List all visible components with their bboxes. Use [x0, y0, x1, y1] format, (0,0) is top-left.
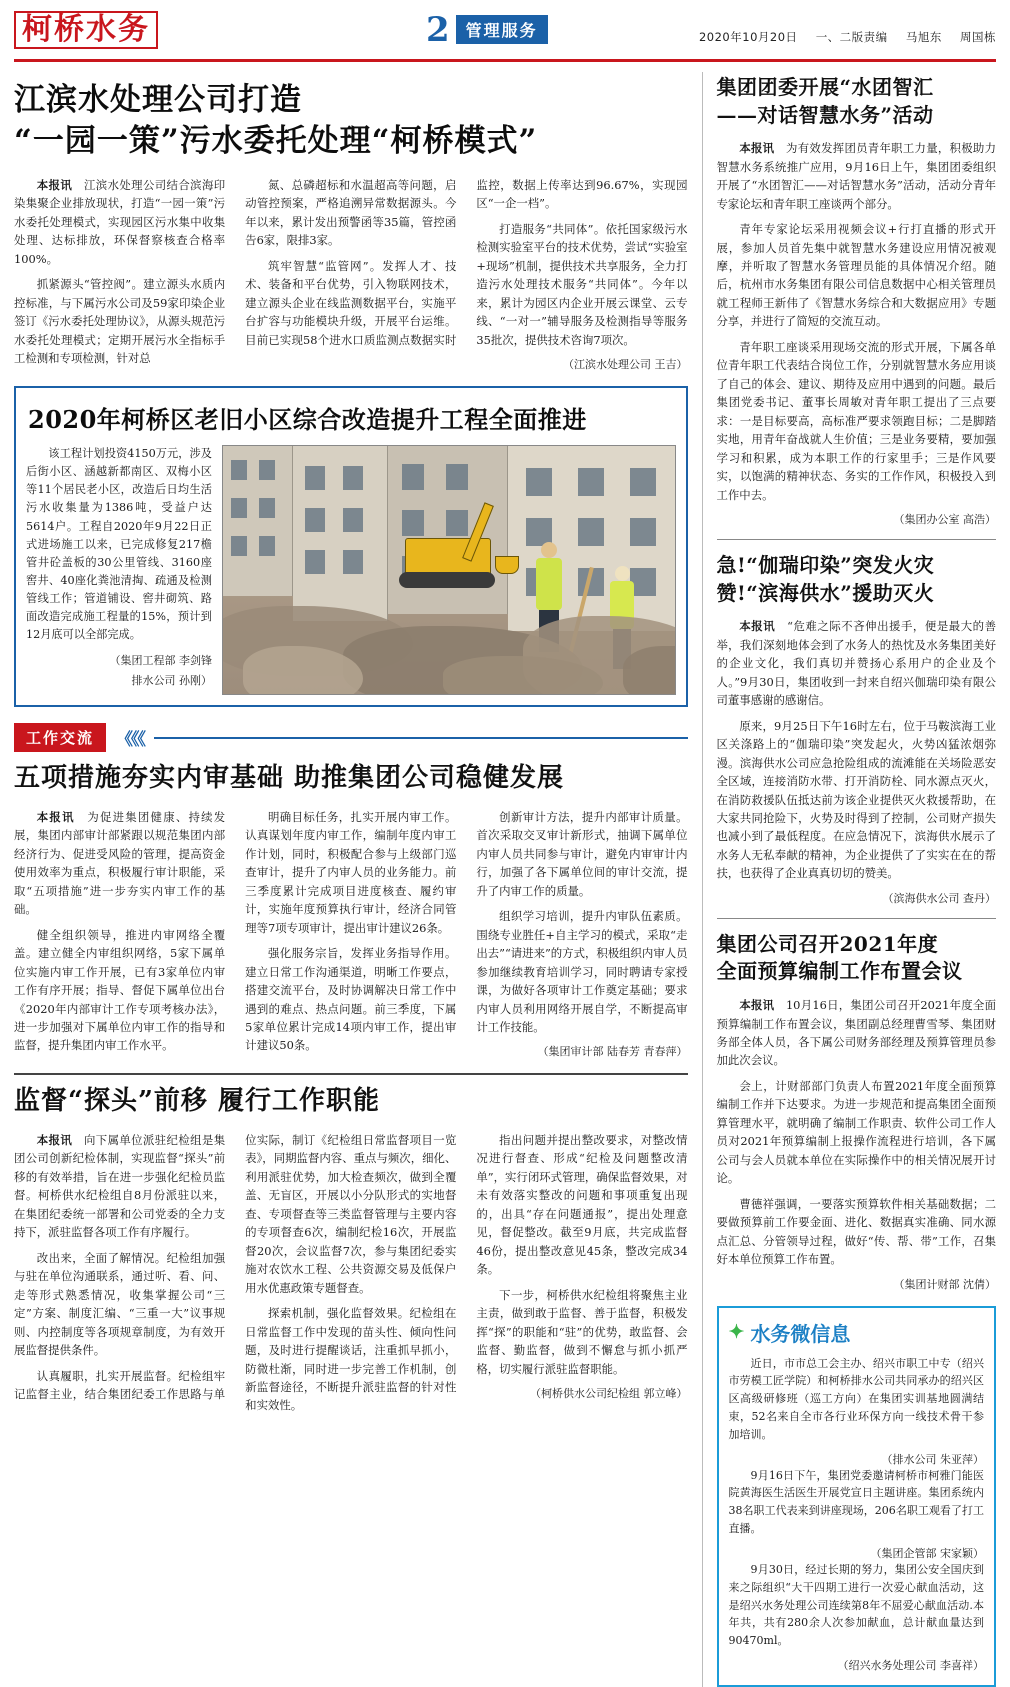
paragraph [717, 139, 996, 213]
article-byline: （江滨水处理公司 王吉） [563, 358, 688, 372]
article2-columns [14, 808, 688, 1061]
paragraph: 组织学习培训，提升内审队伍素质。围绕专业胜任+自主学习的模式，采取“走出去”“请进来”的方式，积极组织内审人员参加继续教育培训学习，同时聘请专家授课，为做好各项审计工作奠定基础；要求内审人员利用网络开展自学，不断提高审计工作技能。 [476, 909, 688, 1034]
paragraph: 打造服务“共同体”。依托国家级污水检测实验室平台的技术优势，尝试“实验室+现场”机制，提供技术共享服务，全力打造污水处理技术服务“共同体”。今年以来，累计为园区内企业开展云课堂、云专线、“一对一”辅导服务及检测指导等服务35批次，提供技术咨询7项次。 [476, 221, 688, 347]
paragraph: 青年专家论坛采用视频会议+行打直播的形式开展，参加人员首先集中就智慧水务建设应用情况被观摩，并听取了智慧水务管理员能的具体情况介绍。随后，杭州市水务集团有限公司信息数据中心相关管理员就工程师王新伟了《智慧水务综合和大数据应用》专题分享，并进行了简短的交流互动。 [716, 222, 996, 329]
paragraph: 青年职工座谈采用现场交流的形式开展，下属各单位青年职工代表结合岗位工作，分别就智慧水务应用谈了自己的体会、建议、期待及应用中遇到的问题。最后集团党委书记、董事长周敏对青年职工提出了三点要求：一是目标要高，高标准严要求领跑目标；二是脚踏实地，用青年奋战就人生价值；三是业务要精，要加强学习和积累，成为本职工作的行家里手；三是作风要实，以饱满的精神状态、务实的工作作风，积极投入到工作中去。 [716, 339, 996, 502]
article-byline: （排水公司 朱亚萍） [881, 1452, 984, 1466]
side2-headline [717, 552, 996, 607]
excavator-track [399, 572, 495, 588]
editor-name-1: 马旭东 [905, 30, 942, 44]
feature-photo-article [14, 386, 688, 707]
paragraph [717, 617, 996, 709]
article3-headline: 监督“探头”前移 履行工作职能 [14, 1086, 380, 1117]
paragraph-text: “危难之际不吝伸出援手，便是最大的善举，我们深刻地体会到了水务人的热忱及水务集团美好的企业文化，我们真切并赞扬心系用户的企业及个人。”9月30日，集团收到一封来自绍兴伽瑞印染有限公司董事感谢的感谢信。 [716, 619, 996, 708]
feature-caption-text [26, 445, 222, 695]
side1-headline-line1: 集团团委开展“水团智汇 [716, 75, 934, 99]
paragraph: 近日，市市总工会主办、绍兴市职工中专（绍兴市劳模工匠学院）和柯桥排水公司共同承办的绍兴区区高级研修班（巡工方向）在集团实训基地圆满结束，52名来自全市各行业环保方向一线技术骨干参加培训。 [728, 1356, 984, 1441]
paragraph: 该工程计划投资4150万元，涉及后街小区、涵越新都南区、双梅小区等11个居民老小区，改造后日均生活污水收集量为1386吨，受益户达5614户。工程自2020年9月22日正式进场施工以来，已完成修复217檐管井砼盖板的30公里管线、3160座窖井、40座化粪池清掏、疏通及检测管线工作；管道铺设、窖井砌筑、路面改造完成施工程量的15%，预计到12月底可以全部完成。 [26, 447, 212, 642]
page-number: 2 [426, 9, 450, 50]
left-column [14, 72, 688, 1687]
lead-tag: 本报讯 [739, 998, 775, 1013]
editor-name-2: 周国栋 [960, 30, 996, 44]
page-section-tag: 管理服务 [456, 15, 548, 44]
paragraph: 抓紧源头“管控阀”。建立源头水质内控标准，与下属污水公司及59家印染企业签订《污水委托处理协议》，从源头规范污水委托处理模式；定期开展污水全指标手工检测和专项检测，针对总 [14, 277, 226, 366]
page-body [14, 72, 996, 1687]
side2-headline-line1: 急!“伽瑞印染”突发火灾 [716, 553, 935, 578]
paragraph: 指出问题并提出整改要求，对整改情况进行督查、形成“纪检及问题整改清单”，实行闭环式管理，确保监督效果，对未有效落实整改的问题和事项重复出现的，出具“存在问题通报”，提出处理意见，督促整改。截至9月底，共完成监督46份，提出整改意见45条，整改完成34条。 [476, 1132, 688, 1277]
wechat-box-title [729, 1318, 984, 1347]
paragraph: 氮、总磷超标和水温超高等问题，启动管控预案，严格追溯异常数据源头。今年以来，累计发出预警函等35篇，管控函告6家，限排3家。 [245, 177, 457, 248]
horizontal-rule [717, 918, 996, 919]
paragraph: 改出来，全面了解情况。纪检组加强与驻在单位沟通联系，通过听、看、问、走等形式熟悉情况，收集掌握公司“三定”方案、制度汇编、“三重一大”议事规则、内控制度等各项规章制度，为有效开展监督提供条件。 [14, 1250, 226, 1358]
lead-article-columns [14, 176, 688, 372]
article-byline: 排水公司 孙刚） [131, 673, 212, 687]
lead-tag: 本报讯 [36, 809, 75, 824]
side1-headline [717, 74, 996, 129]
right-column [702, 72, 996, 1687]
article-byline: （集团计财部 沈倩） [893, 1277, 996, 1291]
side2-headline-line2: 赞!“滨海供水”援助灭火 [716, 580, 935, 605]
article2-headline: 五项措施夯实内审基础 助推集团公司稳健发展 [14, 763, 565, 794]
lead-tag: 本报讯 [739, 619, 776, 634]
wechat-title-text: 水务微信息 [750, 1321, 851, 1346]
paragraph: 原来，9月25日下午16时左右，位于马鞍滨海工业区关涤路上的“伽瑞印染”突发起火，火势凶猛浓烟弥漫。滨海供水公司应急抢险组成的流滩能在关场险恶安全区域，连接消防水带、打开消防栓、同水源点灭火，在消防救援队伍抵达前为该企业提供灭火救援帮助，在大家共同抢险下，火势及时得到了控制，公司财产损失也减小到了最低程度。在应急情况下，滨海供水展示了水务人无私奉献的精神，为企业提供了了实实在在的帮扶，也获得了企业真真切切的赞美。 [716, 718, 996, 881]
paragraph: 筑牢智慧“监管网”。发挥人才、技术、装备和平台优势，引入物联网技术，建立源头企业在线监测数据平台，实施平台扩容与功能模块升级，开展平台运维。目前已实现58个进水口质监测点数据实时监控，数据上传率达到96.67%，实现园区“一企一档”。 [245, 177, 688, 347]
article-byline: （集团工程部 李剑锋 [109, 653, 212, 667]
side3-headline [717, 931, 996, 986]
lead-headline-line1: 江滨水处理公司打造 [14, 82, 302, 118]
page-indicator [426, 10, 548, 50]
paragraph-text: 江滨水处理公司结合滨海印染集聚企业排放现状，打造“一园一策”污水委托处理模式，实现园区污水集中收集处理、达标排放，环保督察核查合格率100%。 [14, 177, 226, 266]
paragraph: 强化服务宗旨，发挥业务指导作用。建立日常工作沟通渠道，明晰工作要点，搭建交流平台，及时协调解决日常工作中遇到的难点、热点问题。前三季度，下属5家单位累计完成14项内审工作，提出审计建议50条。 [245, 946, 457, 1053]
article-byline: （绍兴水务处理公司 李喜祥） [837, 1658, 984, 1672]
lead-tag: 本报讯 [36, 177, 73, 192]
article-byline: （集团企管部 宋家颖） [870, 1546, 984, 1560]
wechat-icon: ✦ [728, 1321, 745, 1344]
section-flag-row [14, 723, 688, 752]
lead-headline [14, 80, 688, 162]
side-article-youth-league [717, 74, 996, 527]
photo-building [223, 446, 293, 596]
issue-date: 2020年10月20日 [698, 30, 798, 44]
photo-building [388, 446, 508, 614]
construction-photo [222, 445, 676, 695]
article-internal-audit [14, 762, 688, 1061]
paragraph [14, 808, 225, 919]
paragraph: 9月30日，经过长期的努力，集团公安全国庆到来之际组织“大干四期工进行一次爱心献血活动，这是绍兴水务处理公司连续第8年不屈爱心献血活动.本年共，共有280余人次参加献血，总计献血量达到90470ml。 [728, 1562, 984, 1648]
paragraph: 曹德祥强调，一要落实预算软件相关基础数据；二要做预算前工作要金面、进化、数据真实准确、同水源点汇总、分管领导过程，做好“传、帮、带”工作，召集好本单位预算工作布置。 [716, 1196, 996, 1267]
paragraph-text: 10月16日，集团公司召开2021年度全面预算编制工作布置会议，集团副总经理曹雪琴、集团财务部全体人员，各下属公司财务部经理及预算管理员参加此次会议。 [716, 998, 996, 1068]
article-byline: （集团审计部 陆春芳 青春萍） [537, 1045, 688, 1059]
paragraph: 9月16日下午，集团党委邀请柯桥市柯雅门能医院黄海医生活医生开展党宣日主题讲座。集团系统内38名职工代表来到讲座现场，206名职工观看了打工直播。 [728, 1468, 984, 1536]
lead-tag: 本报讯 [36, 1132, 73, 1147]
paragraph: 会上，计财部部门负责人布置2021年度全面预算编制工作并下达要求。为进一步规范和提高集团全面预算管理水平，就明确了编制工作职责、软件公司工作人员对2021年预算编制上报操作流程进行培训，各下属公司与会人员就本单位在实际操作中的相关情况展开讨论。 [716, 1078, 996, 1186]
wechat-info-box [717, 1306, 996, 1687]
article-byline: （滨海供水公司 查丹） [882, 891, 996, 905]
publication-logo: 柯桥水务 [14, 11, 158, 49]
horizontal-rule [14, 1073, 688, 1075]
excavator-bucket [495, 556, 519, 574]
paragraph [717, 996, 996, 1070]
chevron-left-icon: 《《《 [116, 730, 145, 751]
side3-headline-line1: 集团公司召开2021年度 [716, 931, 939, 956]
editor-label: 一、二版责编 [815, 30, 888, 44]
paragraph: 认真履职，扎实开展监督。纪检组牢记监督主业，结合集团纪委工作思路与单位实际，制订《纪检组日常监督项目一览表》，同期监督内容、重点与频次，细化、利用派驻优势，加大检查频次，做到全覆盖、无盲区，开展以小分队形式的实地督查、专项督查等三类监督管理与主要内容的专项督查6次，编制纪检16次，开展监督20次，会议监督7次，参与集团纪委实施对农饮水工程、公共资源交易及低保户用水优惠政策专题督查。 [14, 1132, 457, 1401]
paragraph-text: 为促进集团健康、持续发展，集团内部审计部紧跟以规范集团内部经济行为、促进受风险的管理，提高资金使用效率为重点，积极履行审计职能，采取“五项措施”进一步夯实内审工作的基础。 [14, 809, 226, 917]
paragraph: 健全组织领导，推进内审网络全覆盖。建立健全内审组织网络，5家下属单位实施内审工作开展，已有3家单位内审工作有序开展；指导、督促下属单位出台《2020年内部审计工作专项考核办法》，进一步加强对下属单位内审工作的指导和监督，提升集团内审工作水平。 [14, 927, 226, 1053]
paragraph [14, 176, 225, 268]
side3-headline-line2: 全面预算编制工作布置会议 [716, 959, 963, 984]
photo-building [508, 446, 676, 631]
side-article-budget [717, 931, 996, 1292]
paragraph: 下一步，柯桥供水纪检组将聚焦主业主责，做到敢于监督、善于监督，积极发挥“探”的职能和“驻”的优势，敢监督、会监督、勤监督，做到不懈怠与抓小抓严格，切实履行派驻监督职能。 [476, 1287, 688, 1376]
paragraph: 创新审计方法，提升内部审计质量。首次采取交叉审计新形式，抽调下属单位内审人员共同参与审计，避免内审审计内行，加强了各下属单位间的审计交流，提升了内审工作的质量。 [476, 809, 688, 898]
article3-columns [14, 1131, 688, 1415]
photo-building [293, 446, 388, 621]
masthead-date-line [685, 29, 996, 45]
side-article-fire [717, 552, 996, 906]
masthead [14, 0, 996, 62]
flag-divider [154, 737, 688, 739]
feature-headline: 2020年柯桥区老旧小区综合改造提升工程全面推进 [28, 405, 587, 435]
article-byline: （柯桥供水公司纪检组 郭立峰） [530, 1387, 688, 1400]
feature-body [26, 445, 676, 695]
section-flag-label: 工作交流 [14, 723, 106, 752]
paragraph-text: 向下属单位派驻纪检组是集团公司创新纪检体制，实现监督“探头”前移的有效举措，旨在进一步强化纪检员监督。柯桥供水纪检组自8月份派驻以来，在集团纪委统一部署和公司党委的全力支持下，派驻监督各项工作有序履行。 [14, 1132, 226, 1240]
paragraph: 探索机制，强化监督效果。纪检组在日常监督工作中发现的苗头性、倾向性问题，及时进行提醒谈话，注重抓早抓小，防微杜渐，同时进一步完善工作机制，创新监督途径，不断提升派驻监督的针对性和实效性。 [245, 1306, 457, 1413]
article-supervision [14, 1085, 688, 1415]
paragraph: 明确目标任务，扎实开展内审工作。认真谋划年度内审工作，编制年度内审工作计划，同时，积极配合参与上级部门巡查审计，提升了内审人员的业务能力。前三季度累计完成项目进度核查、履约审计，实施年度预算执行审计，经济合同管理等7项专项审计，提出审计建议26条。 [245, 809, 457, 935]
lead-article [14, 80, 688, 372]
paragraph-text: 为有效发挥团员青年职工力量，积极助力智慧水务系统推广应用，9月16日上午，集团团委组织开展了“水团智汇——对话智慧水务”活动，活动分青年专家论坛和青年职工座谈两个部分。 [716, 141, 996, 211]
paragraph [14, 1131, 225, 1242]
lead-headline-line2: “一园一策”污水委托处理“柯桥模式” [14, 122, 538, 159]
side1-headline-line2: ——对话智慧水务”活动 [716, 102, 934, 127]
horizontal-rule [717, 539, 996, 540]
lead-tag: 本报讯 [739, 141, 775, 156]
article-byline: （集团办公室 高浩） [893, 513, 996, 527]
